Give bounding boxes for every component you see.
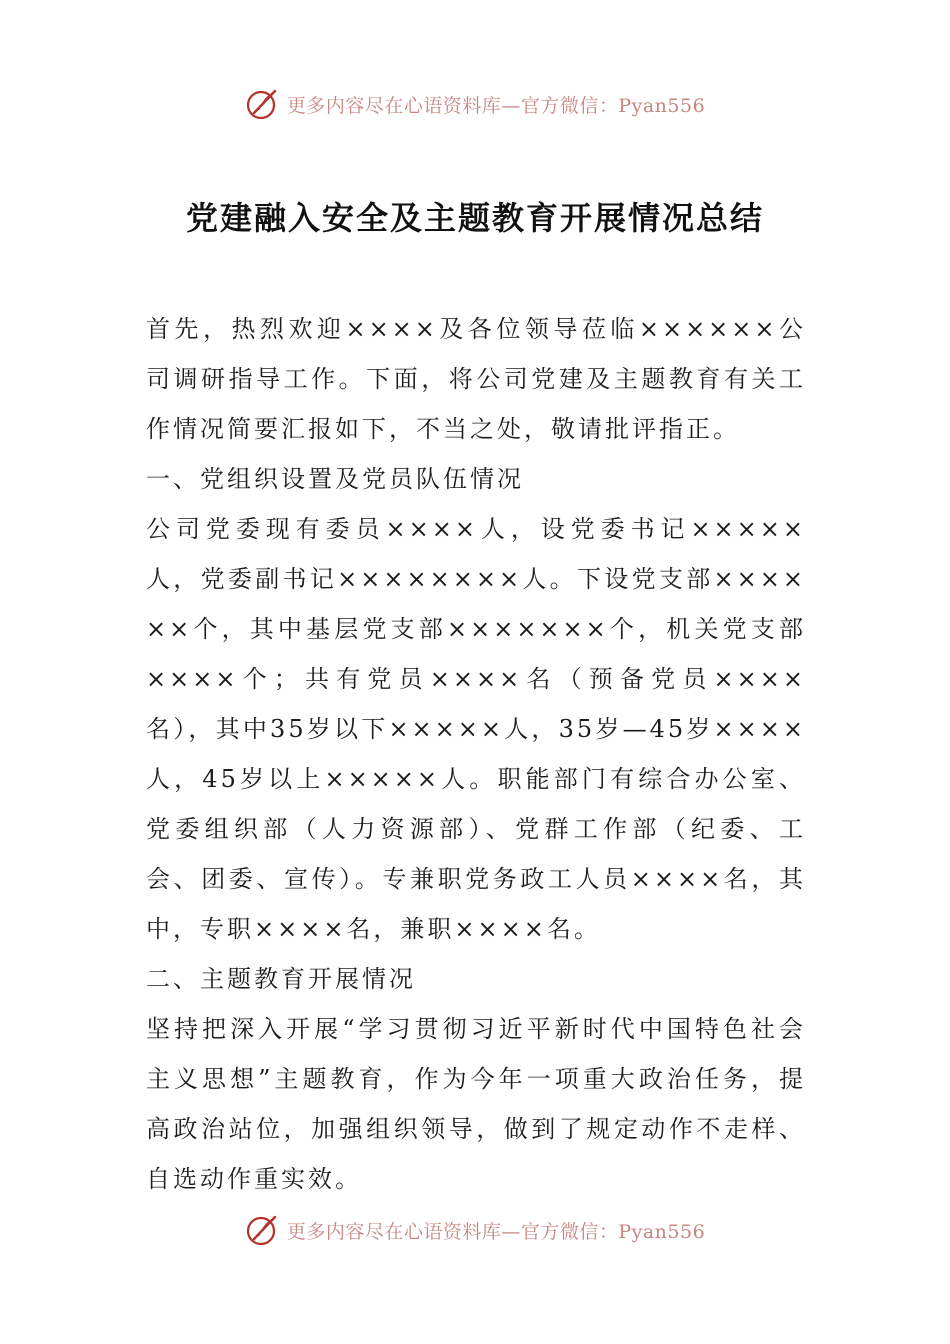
quill-logo-icon — [245, 1212, 281, 1248]
quill-logo-icon — [245, 86, 281, 122]
header-banner — [0, 84, 950, 124]
header-banner-text: 更多内容尽在心语资料库—官方微信：Pyan556 — [286, 94, 706, 117]
document-title: 党建融入安全及主题教育开展情况总结 — [185, 199, 764, 238]
footer-banner-text: 更多内容尽在心语资料库—官方微信：Pyan556 — [286, 1220, 706, 1243]
footer-banner — [0, 1210, 950, 1250]
paragraph-theme-education: 坚持把深入开展“学习贯彻习近平新时代中国特色社会主义思想”主题教育，作为今年一项重大政治任务，提高政治站位，加强组织领导，做到了规定动作不走样、自选动作重实效。 — [146, 1015, 806, 1193]
section-heading-1: 一、党组织设置及党员队伍情况 — [146, 465, 524, 493]
paragraph-party-organization: 公司党委现有委员××××人，设党委书记×××××人，党委副书记××××××××人。下设党支部××××××个，其中基层党支部×××××××个，机关党支部××××个；共有党员××××名（预备党员××××名），其中35岁以下×××××人，35岁—45岁××××人，45岁以上×××××人。职能部门有综合办公室、党委组织部（人力资源部）、党群工作部（纪委、工会、团委、宣传）。专兼职党务政工人员××××名，其中，专职××××名，兼职××××名。 — [146, 515, 806, 943]
paragraph-intro: 首先，热烈欢迎××××及各位领导莅临××××××公司调研指导工作。下面，将公司党建及主题教育有关工作情况简要汇报如下，不当之处，敬请批评指正。 — [146, 315, 806, 443]
section-heading-2: 二、主题教育开展情况 — [146, 965, 416, 993]
document-body — [146, 304, 806, 1204]
